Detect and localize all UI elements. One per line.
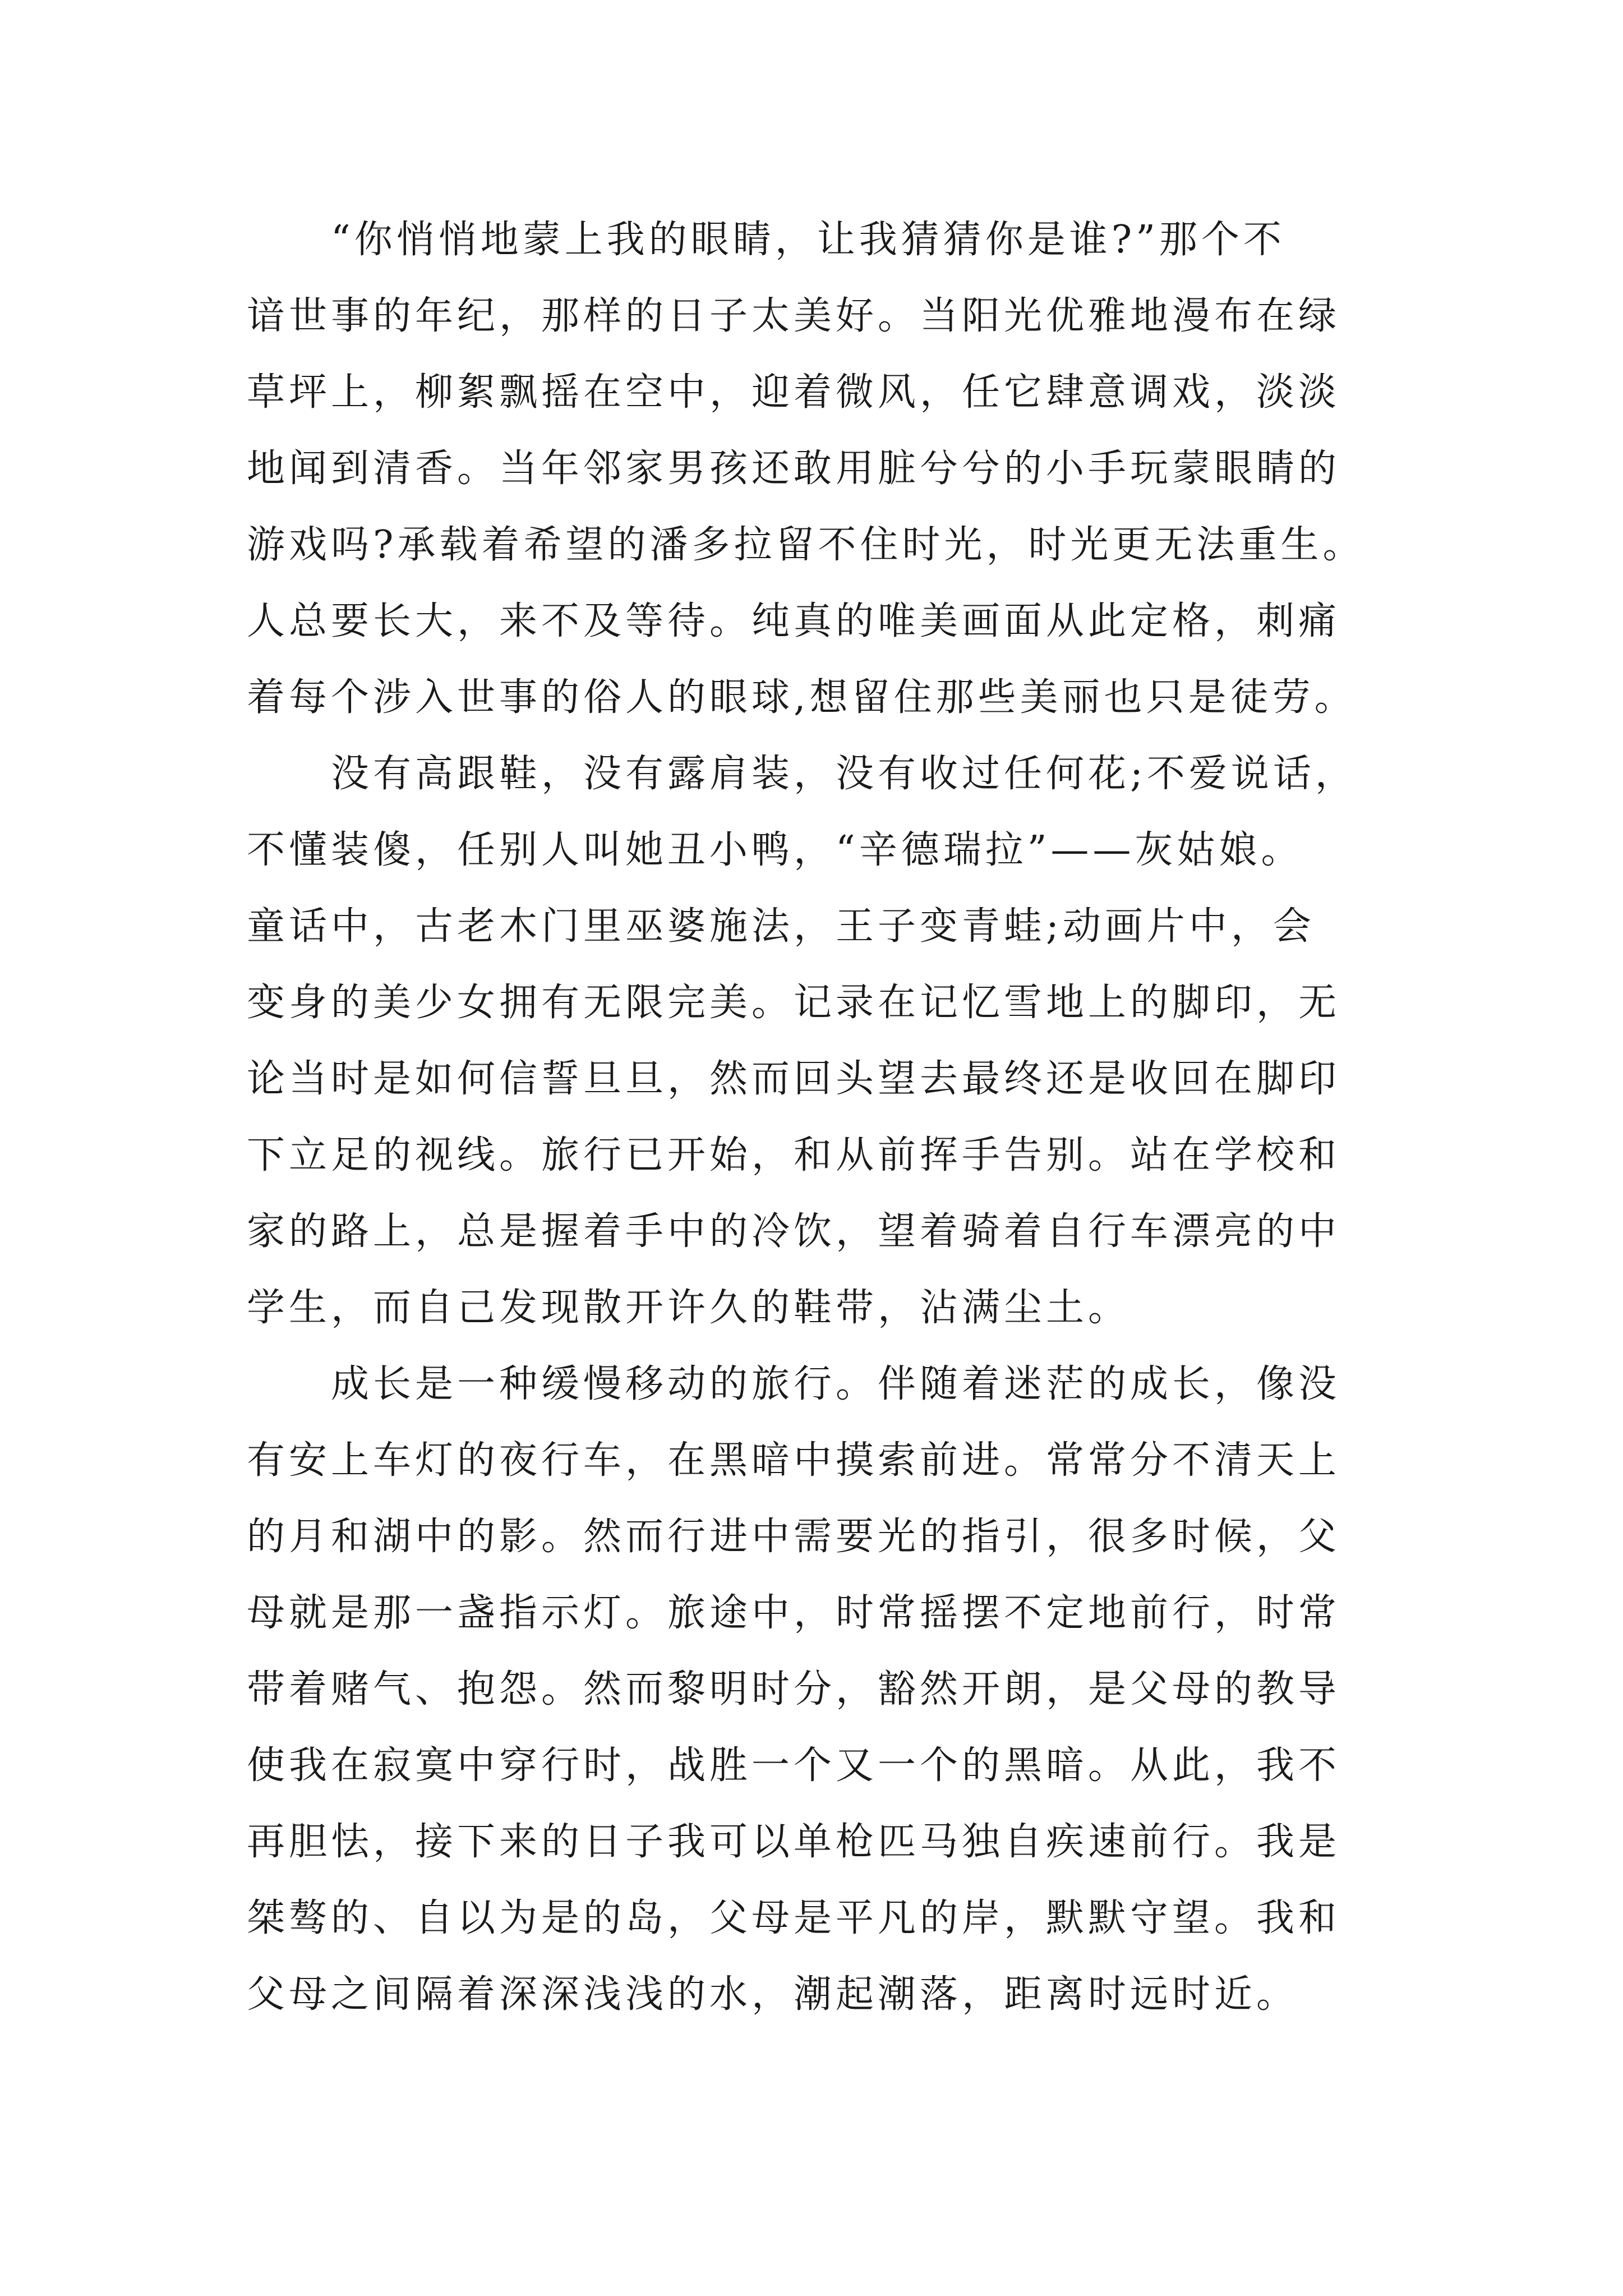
text-line: 变身的美少女拥有无限完美。记录在记忆雪地上的脚印，无 [247,981,1341,1025]
text-line: 父母之间隔着深深浅浅的水，潮起潮落，距离时远时近。 [247,1972,1299,2017]
paragraph-3 [247,1346,1385,2033]
text-line: 草坪上，柳絮飘摇在空中，迎着微风，任它肆意调戏，淡淡 [247,370,1341,415]
text-line: 没有高跟鞋，没有露肩装，没有收过任何花;不爱说话， [331,752,1357,796]
text-line: 学生，而自己发现散开许久的鞋带，沾满尘土。 [247,1286,1131,1330]
text-line: 成长是一种缓慢移动的旅行。伴随着迷茫的成长，像没 [331,1362,1341,1406]
text-line: 论当时是如何信誓旦旦，然而回头望去最终还是收回在脚印 [247,1057,1341,1101]
text-line: 带着赌气、抱怨。然而黎明时分，豁然开朗，是父母的教导 [247,1667,1341,1711]
text-line: 不懂装傻，任别人叫她丑小鸭，“辛德瑞拉”——灰姑娘。 [247,828,1303,872]
paragraph-2 [247,736,1385,1346]
text-line: 有安上车灯的夜行车，在黑暗中摸索前进。常常分不清天上 [247,1438,1341,1483]
text-line: 游戏吗?承载着希望的潘多拉留不住时光，时光更无法重生。 [247,523,1365,567]
text-line: 人总要长大，来不及等待。纯真的唯美画面从此定格，刺痛 [247,599,1341,643]
text-line: 下立足的视线。旅行已开始，和从前挥手告别。站在学校和 [247,1133,1341,1177]
text-line: 再胆怯，接下来的日子我可以单枪匹马独自疾速前行。我是 [247,1820,1341,1864]
text-line: 桀骜的、自以为是的岛，父母是平凡的岸，默默守望。我和 [247,1896,1341,1940]
text-line: 家的路上，总是握着手中的冷饮，望着骑着自行车漂亮的中 [247,1209,1341,1254]
text-line: 的月和湖中的影。然而行进中需要光的指引，很多时候，父 [247,1515,1341,1559]
text-line: 童话中，古老木门里巫婆施法，王子变青蛙;动画片中，会 [247,904,1315,949]
text-line: 母就是那一盏指示灯。旅途中，时常摇摆不定地前行，时常 [247,1591,1341,1635]
text-line: 地闻到清香。当年邻家男孩还敢用脏兮兮的小手玩蒙眼睛的 [247,447,1341,491]
paragraph-1 [247,202,1385,736]
text-line: 使我在寂寞中穿行时，战胜一个又一个的黑暗。从此，我不 [247,1743,1341,1788]
text-line: 着每个涉入世事的俗人的眼球,想留住那些美丽也只是徒劳。 [247,675,1357,720]
essay-body [247,202,1385,2033]
text-line: 谙世事的年纪，那样的日子太美好。当阳光优雅地漫布在绿 [247,294,1341,338]
text-line: “你悄悄地蒙上我的眼睛，让我猜猜你是谁?”那个不 [331,218,1285,262]
